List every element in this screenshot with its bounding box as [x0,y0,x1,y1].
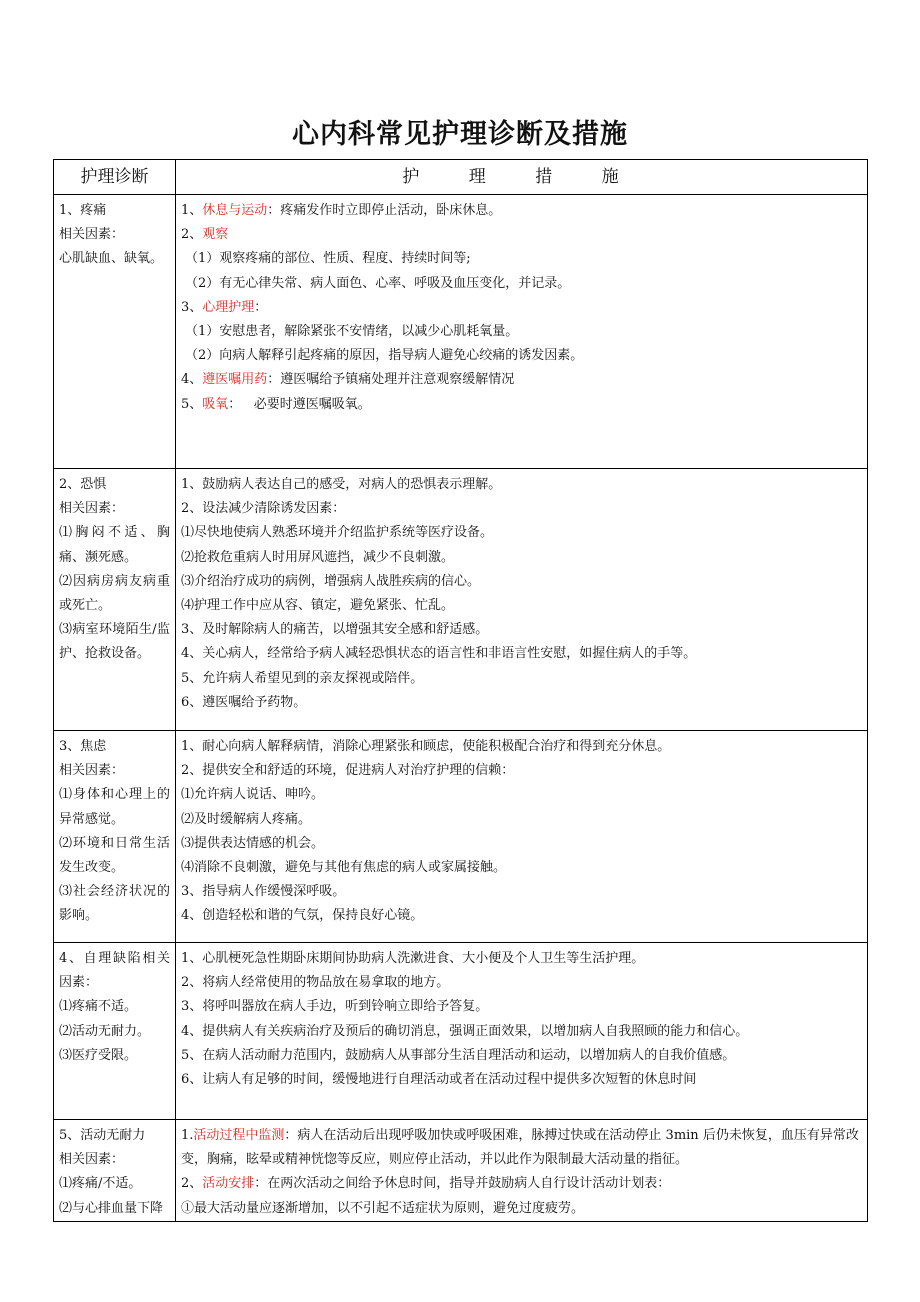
measure-line: 4、创造轻松和谐的气氛，保持良好心镜。 [181,908,424,924]
diagnosis-line: ⑶病室环境陌生/监护、抢救设备。 [59,622,170,662]
measure-text: ：遵医嘱给予镇痛处理并注意观察缓解情况 [267,372,515,388]
measure-text: ： 必要时遵医嘱吸氧。 [228,396,371,412]
measure-line: ⑵及时缓解病人疼痛。 [181,811,312,827]
measure-line: ⑵抢救危重病人时用屏风遮挡，减少不良刺激。 [181,549,455,565]
diagnosis-line: 相关因素： [59,501,125,517]
diagnosis-cell [54,1120,176,1222]
measure-line: （1）观察疼痛的部位、性质、程度、持续时间等; [185,251,471,267]
measure-keyword: 活动安排 [202,1176,255,1192]
measures-cell [176,195,868,469]
diagnosis-line: 心肌缺血、缺氧。 [59,251,164,267]
diagnosis-line: 3、焦虑 [59,739,107,754]
measure-prefix: 5、 [181,396,203,412]
diagnosis-line: ⑶社会经济状况的影响。 [59,884,170,924]
measures-cell [176,943,868,1120]
diagnosis-line: 相关因素： [59,227,125,243]
measure-line: ⑴允许病人说话、呻吟。 [181,787,325,803]
table-row [54,943,868,1120]
header-diagnosis: 护理诊断 [54,160,176,195]
measure-line: 1、心肌梗死急性期卧床期间协助病人洗漱进食、大小便及个人卫生等生活护理。 [181,951,645,966]
diagnosis-line: 相关因素： [59,763,125,779]
measure-line: 3、指导病人作缓慢深呼吸。 [181,884,346,900]
measure-line: 3、及时解除病人的痛苦，以增强其安全感和舒适感。 [181,622,489,638]
measures-cell [176,1120,868,1222]
measure-keyword: 活动过程中监测 [193,1128,285,1143]
measure-text: ： [254,299,268,315]
measure-line: 2、提供安全和舒适的环境，促进病人对治疗护理的信赖： [181,763,515,779]
measure-line: 3、将呼叫器放在病人手边，听到铃响立即给予答复。 [181,999,489,1015]
measure-line: 4、关心病人，经常给予病人减轻恐惧状态的语言性和非语言性安慰，如握住病人的手等。 [181,646,697,662]
measure-prefix: 3、 [181,299,203,315]
measure-line: 1、耐心向病人解释病情，消除心理紧张和顾虑，使能积极配合治疗和得到充分休息。 [181,739,671,754]
diagnosis-line: 4、自理缺陷相关因素： [59,951,170,991]
diagnosis-line: 2、恐惧 [59,477,107,492]
measure-keyword: 吸氧 [202,396,229,412]
measure-line: ⑶提供表达情感的机会。 [181,835,325,851]
measure-line: ⑷护理工作中应从容、镇定，避免紧张、忙乱。 [181,598,455,614]
table-row [54,1120,868,1222]
measure-line: ⑶介绍治疗成功的病例，增强病人战胜疾病的信心。 [181,573,481,589]
page-title: 心内科常见护理诊断及措施 [292,119,628,150]
diagnosis-cell [54,195,176,469]
measure-line: （1）安慰患者，解除紧张不安情绪，以减少心肌耗氧量。 [185,324,519,340]
measure-keyword: 休息与运动 [202,203,268,218]
diagnosis-line: ⑵因病房病友病重或死亡。 [59,573,170,614]
measure-line [181,296,862,320]
table-header-row [54,160,868,195]
measure-text: ：疼痛发作时立即停止活动，卧床休息。 [267,203,502,218]
measure-line: （2）向病人解释引起疼痛的原因，指导病人避免心绞痛的诱发因素。 [185,348,584,364]
diagnosis-line: ⑵环境和日常生活发生改变。 [59,835,170,876]
diagnosis-cell [54,469,176,731]
measure-line: 4、提供病人有关疾病治疗及预后的确切消息，强调正面效果，以增加病人自我照顾的能力和信心。 [181,1023,749,1039]
measure-line: 5、在病人活动耐力范围内，鼓励病人从事部分生活自理活动和运动，以增加病人的自我价值感。 [181,1047,736,1063]
measure-line [181,199,862,223]
diagnosis-line: ⑴胸闷不适、胸痛、濒死感。 [59,525,170,565]
diagnosis-line: ⑵活动无耐力。 [59,1023,151,1039]
diagnosis-line: ⑴疼痛/不适。 [59,1176,142,1192]
diagnosis-line: ⑴身体和心理上的异常感觉。 [59,787,170,827]
diagnosis-cell [54,943,176,1120]
diagnosis-cell [54,731,176,943]
measure-prefix: 1、 [181,203,203,218]
measure-line: 6、遵医嘱给予药物。 [181,694,307,710]
measure-line: ⑴尽快地使病人熟悉环境并介绍监护系统等医疗设备。 [181,525,494,541]
measure-text: ：病人在活动后出现呼吸加快或呼吸困难，脉搏过快或在活动停止 3min 后仍未恢复，血压有异常改变，胸痛，眩晕或精神恍惚等反应，则应停止活动，并以此作为限制最大活动量的指征。 [181,1128,859,1168]
measure-line [181,223,862,247]
measure-line [181,368,862,392]
measure-keyword: 心理护理 [202,299,255,315]
measure-line: ⑷消除不良刺激，避免与其他有焦虑的病人或家属接触。 [181,860,507,876]
header-measures: 护 理 措 施 [176,160,868,195]
measure-prefix: 1. [181,1128,194,1143]
measure-line: 5、允许病人希望见到的亲友探视或陪伴。 [181,670,424,686]
diagnosis-line: 5、活动无耐力 [59,1128,146,1143]
measure-line: （2）有无心律失常、病人面色、心率、呼吸及血压变化，并记录。 [185,275,571,291]
measure-keyword: 遵医嘱用药 [202,372,268,388]
diagnosis-line: ⑴疼痛不适。 [59,999,138,1015]
measure-prefix: 2、 [181,227,203,243]
measure-line [181,1172,862,1196]
measure-text: ：在两次活动之间给予休息时间，指导并鼓励病人自行设计活动计划表： [254,1176,671,1192]
measures-cell [176,469,868,731]
nursing-table [53,159,868,1222]
measure-keyword: 观察 [202,227,229,243]
diagnosis-line: ⑶医疗受限。 [59,1047,138,1063]
diagnosis-line: ⑵与心排血量下降 [59,1200,164,1216]
measure-prefix: 2、 [181,1176,203,1192]
measure-line: 1、鼓励病人表达自己的感受，对病人的恐惧表示理解。 [181,477,502,492]
measure-line: 2、设法减少清除诱发因素： [181,501,346,517]
measure-prefix: 4、 [181,372,203,388]
table-row [54,195,868,469]
measures-cell [176,731,868,943]
measure-line [181,1124,862,1172]
table-row [54,731,868,943]
measure-line [181,393,862,417]
diagnosis-line: 1、疼痛 [59,203,107,218]
measure-line: 6、让病人有足够的时间，缓慢地进行自理活动或者在活动过程中提供多次短暂的休息时间 [181,1072,697,1088]
diagnosis-line: 相关因素： [59,1152,125,1168]
table-row [54,469,868,731]
measure-line: 2、将病人经常使用的物品放在易拿取的地方。 [181,975,450,991]
measure-line: ①最大活动量应逐渐增加，以不引起不适症状为原则，避免过度疲劳。 [181,1200,585,1216]
